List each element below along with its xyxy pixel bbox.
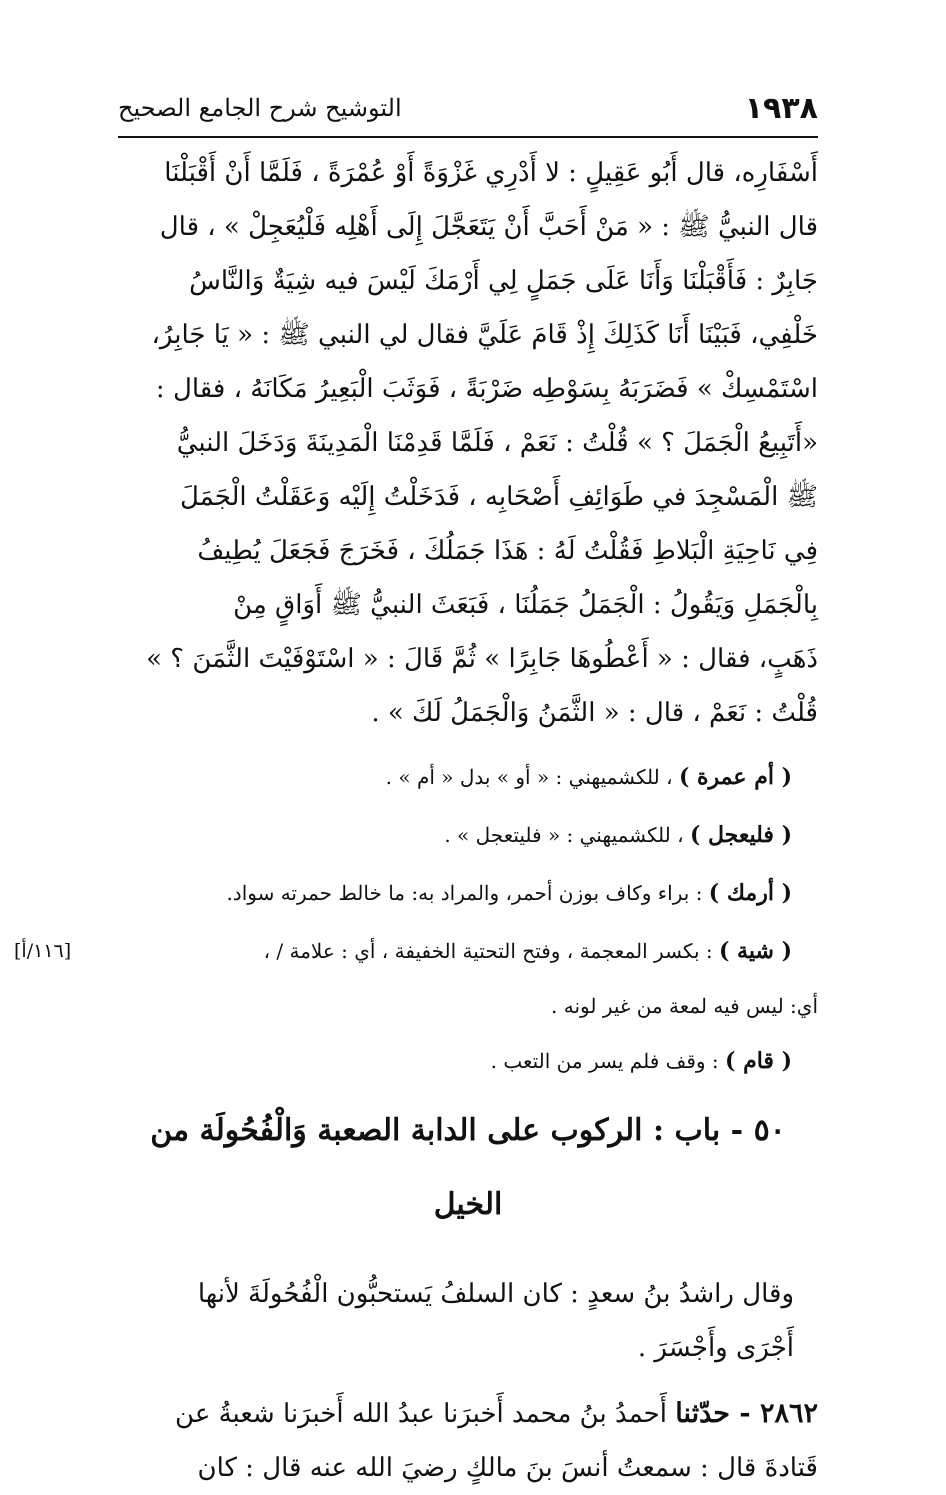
page-header [118, 88, 818, 128]
hadith-line: أَسْفَارِه، قال أَبُو عَقِيلٍ : لا أَدْرِي غَزْوَةً أَوْ عُمْرَةً ، فَلَمَّا أَنْ أَقْبَلْنَا [164, 158, 818, 188]
note-term: ( شية ) [718, 938, 792, 964]
hadith-text [118, 146, 818, 740]
hadith-line: اسْتَمْسِكْ » فَضَرَبَهُ بِسَوْطِه ضَرْبَةً ، فَوَثَبَ الْبَعِيرُ مَكَانَهُ ، فقال : [155, 374, 818, 404]
chapter-intro [118, 1267, 818, 1375]
chapter-heading: ٥٠ - باب : الركوب على الدابة الصعبة وَالْفُحُولَة من الخيل [150, 1113, 786, 1222]
hadith-line: «أَتَبِيعُ الْجَمَلَ ؟ » قُلْتُ : نَعَمْ ، فَلَمَّا قَدِمْنَا الْمَدِينَةَ وَدَخَلَ النبيُّ [176, 428, 818, 458]
next-hadith-text: أَحمدُ بنُ محمد أَخبرَنا عبدُ الله أَخبرَنا شعبةُ عن [175, 1398, 676, 1429]
commentary-notes [14, 748, 818, 1090]
hadith-line: قُلْتُ : نَعَمْ ، قال : « الثَّمَنُ وَالْجَمَلُ لَكَ » . [371, 698, 818, 728]
hadith-line: فِي نَاحِيَةِ الْبَلاطِ فَقُلْتُ لَهُ : هَذَا جَمَلُكَ ، فَخَرَجَ فَجَعَلَ يُطِيفُ [197, 536, 818, 566]
hadith-number: ٢٨٦٢ - حدّثنا [675, 1397, 818, 1429]
margin-reference: [١١٦/أ] [14, 940, 72, 962]
note [118, 864, 818, 922]
note-text: : براء وكاف بوزن أحمر، والمراد به: ما خالط حمرته سواد. [226, 881, 703, 905]
note-text: : بكسر المعجمة ، وفتح التحتية الخفيفة ، أي : علامة / ، [263, 939, 713, 963]
note [118, 1032, 818, 1090]
next-hadith-line [118, 1387, 818, 1441]
next-hadith-line: قَتادةَ قال : سمعتُ أنسَ بنَ مالكٍ رضيَ الله عنه قال : كان [197, 1452, 818, 1483]
note-continuation: أي: ليس فيه لمعة من غير لونه . [551, 994, 818, 1018]
next-hadith [118, 1387, 818, 1495]
note [118, 806, 818, 864]
note [118, 922, 818, 980]
hadith-line: قال النبيُّ ﷺ : « مَنْ أَحَبَّ أَنْ يَتَعَجَّلَ إِلَى أَهْلِه فَلْيُعَجِلْ » ، قال [159, 212, 818, 242]
note-text: ، للكشميهني : « أو » بدل « أم » . [385, 765, 673, 789]
note-term: ( أرمك ) [708, 880, 792, 906]
hadith-line: ذَهَبٍ، فقال : « أَعْطُوهَا جَابِرًا » ثُمَّ قَالَ : « اسْتَوْفَيْتَ الثَّمَنَ ؟ » [146, 644, 818, 674]
hadith-line: جَابِرٌ : فَأَقْبَلْنَا وَأَنَا عَلَى جَمَلٍ لِي أَرْمَكَ لَيْسَ فيه شِيَةٌ وَالنَّاسُ [189, 266, 818, 296]
chapter-text-line: وقال راشدُ بنُ سعدٍ : كان السلفُ يَستحبُّون الْفُحُولَةَ لأنها [197, 1278, 794, 1309]
page-body [14, 146, 818, 1495]
note-text: : وقف فلم يسر من التعب . [490, 1049, 719, 1073]
hadith-line: خَلْفِي، فَبَيْنَا أَنَا كَذَلِكَ إِذْ قَامَ عَلَيَّ فقال لي النبي ﷺ : « يَا جَابِرُ، [151, 320, 818, 350]
note-term: ( أم عمرة ) [678, 764, 792, 790]
note-text: ، للكشميهني : « فليتعجل » . [444, 823, 684, 847]
note-term: ( قام ) [725, 1048, 792, 1074]
note-term: ( فليعجل ) [689, 822, 792, 848]
hadith-line: بِالْجَمَلِ وَيَقُولُ : الْجَمَلُ جَمَلُنَا ، فَبَعَثَ النبيُّ ﷺ أَوَاقٍ مِنْ [233, 590, 818, 620]
running-title: التوشيح شرح الجامع الصحيح [118, 94, 402, 122]
header-rule [118, 136, 818, 138]
note [118, 748, 818, 806]
chapter-text-line: أَجْرَى وأَجْسَرَ . [637, 1332, 794, 1363]
note-with-margin [14, 922, 818, 1032]
hadith-line: ﷺ الْمَسْجِدَ في طَوَائِفِ أَصْحَابِه ، فَدَخَلْتُ إِلَيْه وَعَقَلْتُ الْجَمَلَ [180, 482, 818, 512]
page-number: ١٩٣٨ [744, 90, 818, 126]
